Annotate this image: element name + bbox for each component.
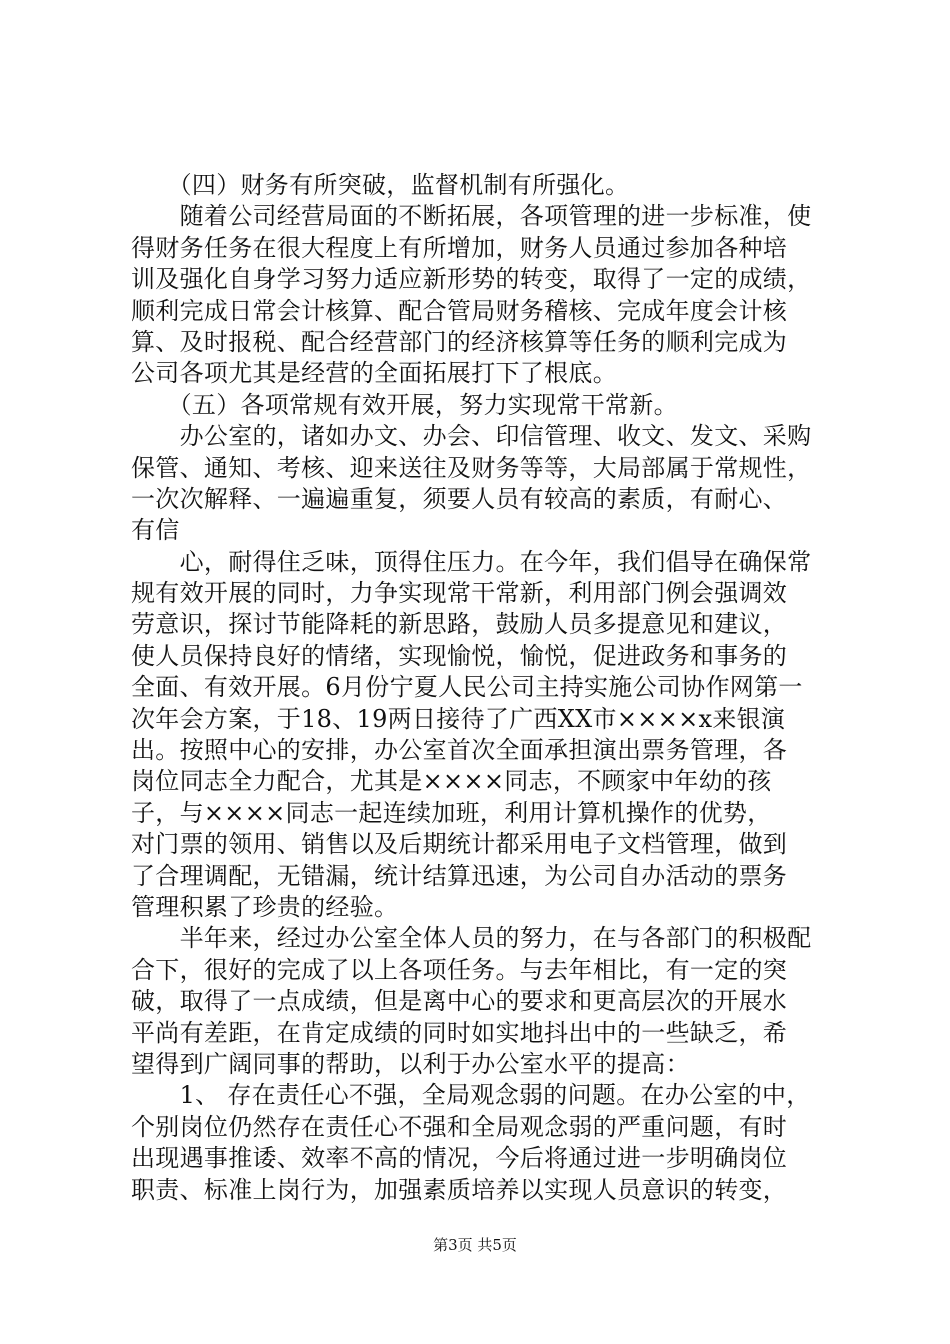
text-line: 职责、标准上岗行为，加强素质培养以实现人员意识的转变， [131,1175,788,1204]
text-line: 个别岗位仍然存在责任心不强和全局观念弱的严重问题，有时 [131,1112,788,1141]
document-body [131,170,831,1206]
text-line: 了合理调配，无错漏，统计结算迅速，为公司自办活动的票务 [131,861,788,890]
page-footer [0,1234,950,1255]
text-line: 次年会方案，于18、19两日接待了广西XX市××××x来银演 [131,704,786,733]
text-line: 一次次解释、一遍遍重复，须要人员有较高的素质，有耐心、 [131,484,788,513]
text-line: 半年来，经过办公室全体人员的努力，在与各部门的积极配 [131,924,812,953]
text-line: 对门票的领用、销售以及后期统计都采用电子文档管理，做到 [131,830,788,859]
text-line: 顺利完成日常会计核算、配合管局财务稽核、完成年度会计核 [131,296,788,325]
text-line: 规有效开展的同时，力争实现常干常新，利用部门例会强调效 [131,579,788,608]
text-line: （四）财务有所突破，监督机制有所强化。 [131,171,630,199]
text-line: 心，耐得住乏味，顶得住压力。在今年，我们倡导在确保常 [131,547,812,576]
text-line: 保管、通知、考核、迎来送往及财务等等，大局部属于常规性， [131,453,812,482]
text-line: 破，取得了一点成绩，但是离中心的要求和更高层次的开展水 [131,987,788,1016]
text-line: 平尚有差距，在肯定成绩的同时如实地抖出中的一些缺乏，希 [131,1018,788,1047]
text-line: 出现遇事推诿、效率不高的情况，今后将通过进一步明确岗位 [131,1144,788,1173]
text-line: 劳意识，探讨节能降耗的新思路，鼓励人员多提意见和建议， [131,610,788,639]
text-line: 子，与××××同志一起连续加班，利用计算机操作的优势， [131,798,772,827]
text-line: 全面、有效开展。6月份宁夏人民公司主持实施公司协作网第一 [131,673,803,702]
text-line: 公司各项尤其是经营的全面拓展打下了根底。 [131,359,617,388]
text-line: 使人员保持良好的情绪，实现愉悦，愉悦，促进政务和事务的 [131,641,788,670]
text-line: 有信 [131,516,180,545]
text-line: 办公室的，诸如办文、办会、印信管理、收文、发文、采购 [131,422,812,451]
text-line: 岗位同志全力配合，尤其是××××同志，不顾家中年幼的孩 [131,767,772,796]
page-number: 第3页 共5页 [433,1236,517,1254]
text-line: 管理积累了珍贵的经验。 [131,892,399,921]
text-line: 望得到广阔同事的帮助，以利于办公室水平的提高： [131,1049,690,1078]
text-line: 合下，很好的完成了以上各项任务。与去年相比，有一定的突 [131,955,788,984]
text-line: （五）各项常规有效开展，努力实现常干常新。 [131,390,678,419]
text-line: 训及强化自身学习努力适应新形势的转变，取得了一定的成绩， [131,265,812,294]
text-line: 出。按照中心的安排，办公室首次全面承担演出票务管理，各 [131,736,788,765]
text-line: 1、 存在责任心不强，全局观念弱的问题。在办公室的中， [131,1081,811,1110]
text-line: 算、及时报税、配合经营部门的经济核算等任务的顺利完成为 [131,327,788,356]
text-line: 随着公司经营局面的不断拓展，各项管理的进一步标准，使 [131,202,812,231]
text-line: 得财务任务在很大程度上有所增加，财务人员通过参加各种培 [131,233,788,262]
